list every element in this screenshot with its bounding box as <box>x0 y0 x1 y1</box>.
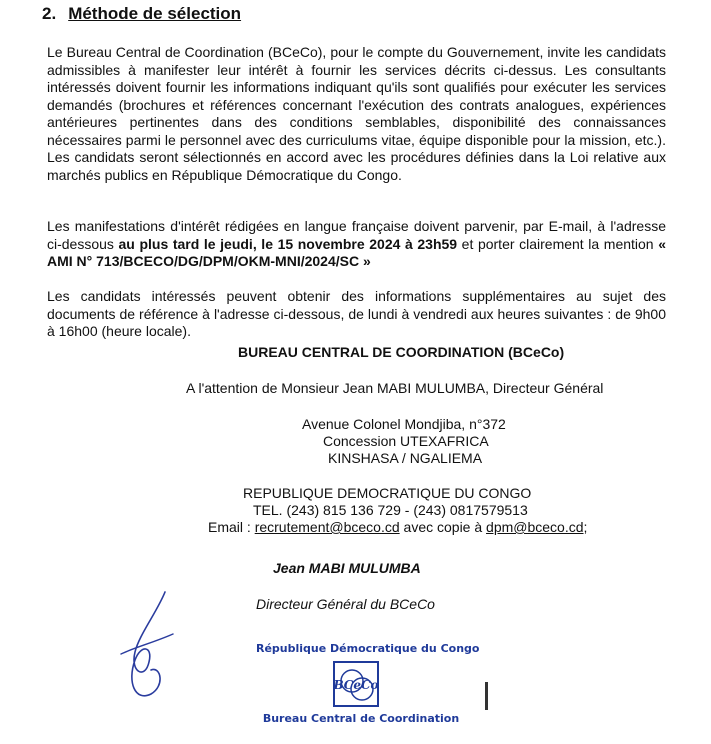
address-org: BUREAU CENTRAL DE COORDINATION (BCeCo) <box>238 344 565 360</box>
stamp-top-text: République Démocratique du Congo <box>256 642 480 655</box>
email-link-dpm[interactable]: dpm@bceco.cd <box>486 519 584 535</box>
email-middle-text: avec copie à <box>399 519 487 535</box>
address-phone: TEL. (243) 815 136 729 - (243) 0817579513 <box>253 502 528 518</box>
handwritten-signature <box>115 590 185 710</box>
submission-text-2: et porter clairement la mention <box>457 235 659 252</box>
section-number: 2. <box>42 4 57 23</box>
section-title: Méthode de sélection <box>68 4 242 23</box>
svg-text:BCeCo: BCeCo <box>333 678 379 692</box>
address-attention: A l'attention de Monsieur Jean MABI MULUMBA, Directeur Général <box>186 380 604 396</box>
paragraph-info: Les candidats intéressés peuvent obtenir des informations supplémentaires au sujet des documents de référence à l'adresse ci-dessous, de lundi à vendredi aux heures suivantes : de 9h00 à 16h00 (heure locale). <box>47 288 666 339</box>
address-email-line <box>208 519 587 537</box>
signatory-name: Jean MABI MULUMBA <box>273 560 421 576</box>
email-link-recrutement[interactable]: recrutement@bceco.cd <box>254 519 400 535</box>
paragraph-submission <box>47 218 666 271</box>
address-concession: Concession UTEXAFRICA <box>323 433 489 449</box>
scan-edge-mark <box>485 682 488 710</box>
address-country: REPUBLIQUE DEMOCRATIQUE DU CONGO <box>243 485 532 501</box>
section-heading <box>42 4 241 24</box>
signatory-title: Directeur Général du BCeCo <box>256 596 435 612</box>
address-street: Avenue Colonel Mondjiba, n°372 <box>302 416 506 432</box>
submission-text-1: Les manifestations d'intérêt rédigées en langue française doivent parvenir, par E-mail, à l'adresse ci-dessous <box>47 218 666 252</box>
email-end: ; <box>583 519 588 535</box>
submission-deadline: au plus tard le jeudi, le 15 novembre 2024 à 23h59 <box>118 235 458 252</box>
address-city: KINSHASA / NGALIEMA <box>328 450 483 466</box>
official-stamp <box>256 640 480 730</box>
bceco-logo-icon <box>326 659 386 709</box>
paragraph-selection-method: Le Bureau Central de Coordination (BCeCo), pour le compte du Gouvernement, invite les candidats admissibles à manifester leur intérêt à fournir les services décrits ci-dessus. Les consultants intéressés doivent fournir les informations indiquant qu'ils sont qualifiés pour exécuter les services demandés (brochures et références concernant l'exécution des contrats analogues, expériences antérieures pertinentes dans des conditions semblables, disponibilité des connaissances nécessaires parmi le personnel avec des curriculums vitae, équipe disponible pour la mission, etc.). Les candidats seront sélectionnés en accord avec les procédures définies dans la Loi relative aux marchés publics en République Démocratique du Congo. <box>47 44 666 183</box>
stamp-bottom-text: Bureau Central de Coordination <box>262 712 460 725</box>
submission-reference: « AMI N° 713/BCECO/DG/DPM/OKM-MNI/2024/SC » <box>47 235 666 269</box>
email-label: Email : <box>208 519 255 535</box>
